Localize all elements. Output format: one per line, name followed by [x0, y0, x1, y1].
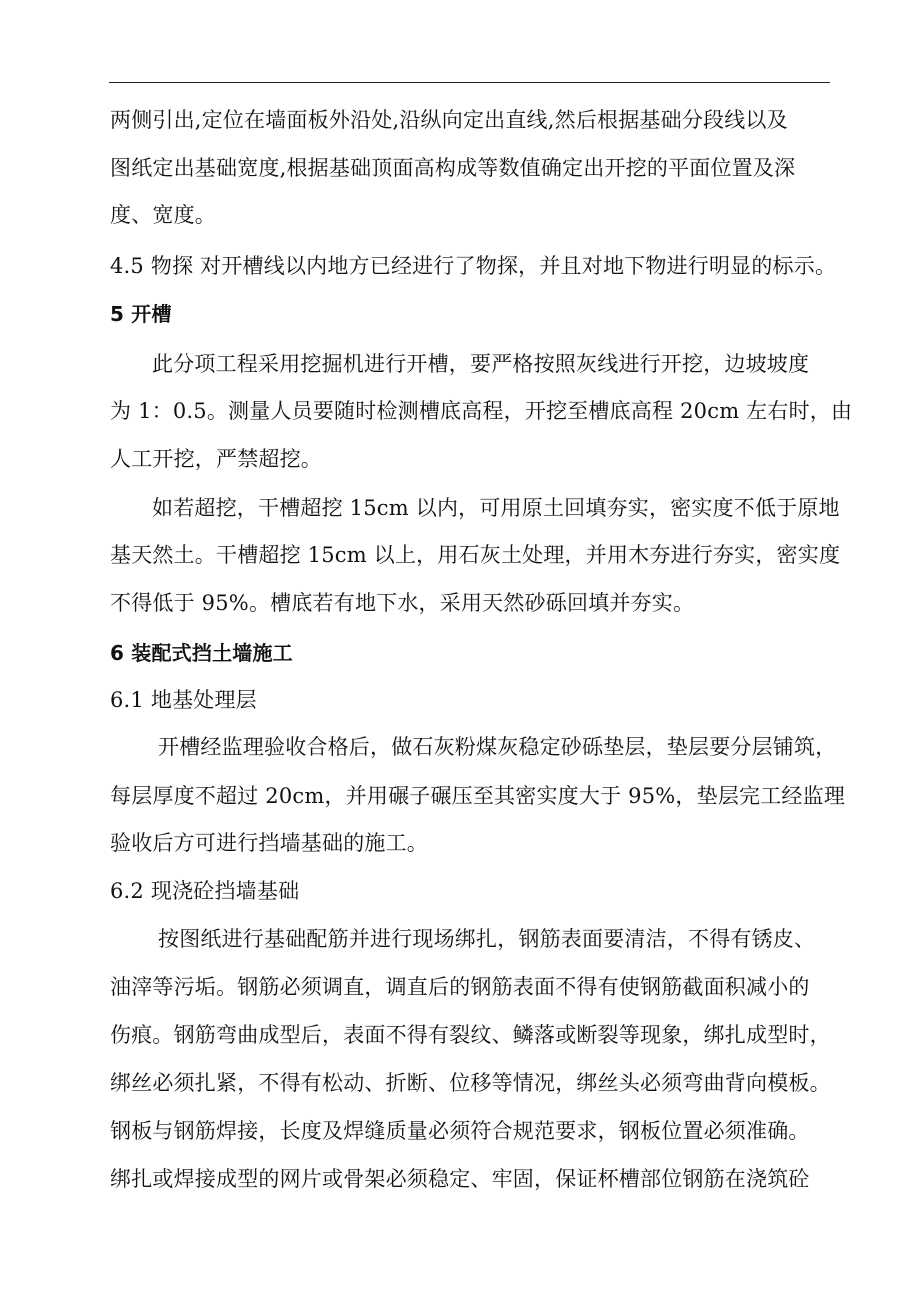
paragraph-line: 如若超挖，干槽超挖 15cm 以内，可用原土回填夯实，密实度不低于原地: [152, 496, 840, 520]
paragraph-line: 图纸定出基础宽度,根据基础顶面高构成等数值确定出开挖的平面位置及深: [110, 156, 796, 180]
section-heading: 5 开槽: [110, 302, 172, 326]
section-heading: 6 装配式挡土墙施工: [110, 641, 293, 665]
paragraph-line: 4.5 物探 对开槽线以内地方已经进行了物探，并且对地下物进行明显的标示。: [110, 254, 837, 278]
paragraph-line: 为 1：0.5。测量人员要随时检测槽底高程，开挖至槽底高程 20cm 左右时，由: [110, 399, 853, 423]
paragraph-line: 不得低于 95%。槽底若有地下水，采用天然砂砾回填并夯实。: [110, 591, 695, 615]
paragraph-line: 基天然土。干槽超挖 15cm 以上，用石灰土处理，并用木夯进行夯实，密实度: [110, 543, 841, 567]
paragraph-line: 度、宽度。: [110, 203, 216, 227]
paragraph-line: 两侧引出,定位在墙面板外沿处,沿纵向定出直线,然后根据基础分段线以及: [110, 108, 788, 132]
paragraph-line: 人工开挖，严禁超挖。: [110, 447, 322, 471]
paragraph-line: 此分项工程采用挖掘机进行开槽，要严格按照灰线进行开挖，边坡坡度: [152, 352, 810, 376]
paragraph-line: 按图纸进行基础配筋并进行现场绑扎，钢筋表面要清洁，不得有锈皮、: [158, 927, 816, 951]
paragraph-line: 每层厚度不超过 20cm，并用碾子碾压至其密实度大于 95%，垫层完工经监理: [110, 784, 846, 808]
paragraph-line: 验收后方可进行挡墙基础的施工。: [110, 831, 428, 855]
paragraph-line: 油滓等污垢。钢筋必须调直，调直后的钢筋表面不得有使钢筋截面积减小的: [110, 975, 810, 999]
header-rule: [109, 82, 830, 83]
paragraph-line: 绑丝必须扎紧，不得有松动、折断、位移等情况，绑丝头必须弯曲背向模板。: [110, 1071, 831, 1095]
subsection-heading: 6.1 地基处理层: [110, 688, 257, 712]
paragraph-line: 伤痕。钢筋弯曲成型后，表面不得有裂纹、鳞落或断裂等现象，绑扎成型时，: [110, 1023, 831, 1047]
paragraph-line: 钢板与钢筋焊接，长度及焊缝质量必须符合规范要求，钢板位置必须准确。: [110, 1119, 810, 1143]
subsection-heading: 6.2 现浇砼挡墙基础: [110, 879, 300, 903]
paragraph-line: 绑扎或焊接成型的网片或骨架必须稳定、牢固，保证杯槽部位钢筋在浇筑砼: [110, 1167, 810, 1191]
paragraph-line: 开槽经监理验收合格后，做石灰粉煤灰稳定砂砾垫层，垫层要分层铺筑，: [158, 735, 837, 759]
